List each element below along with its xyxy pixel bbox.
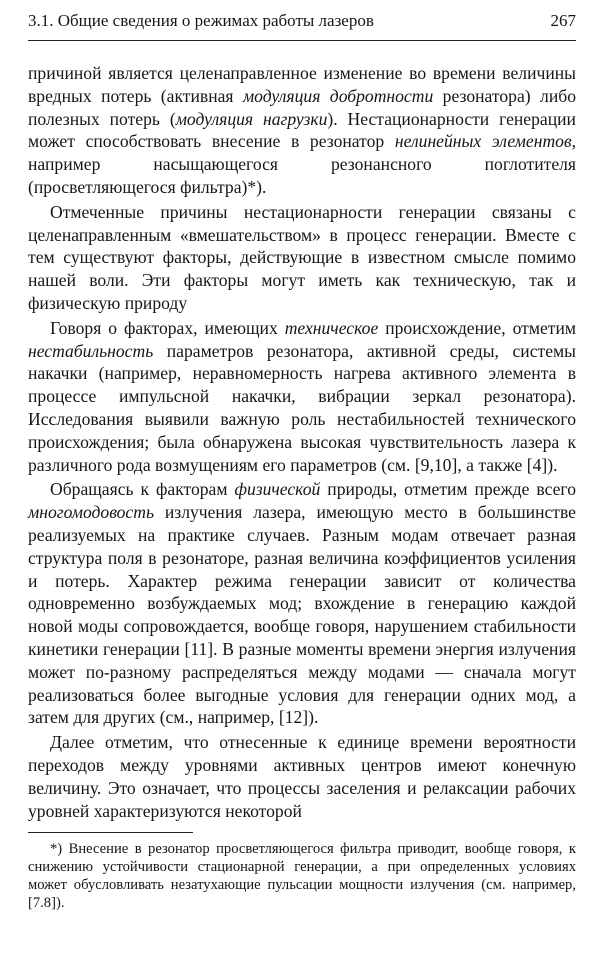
- paragraph-continued: [28, 62, 576, 199]
- text-run: ). Нестационарности генерации может способствовать внесение в резонатор: [28, 108, 576, 152]
- header-rule: [28, 40, 576, 41]
- page-number: 267: [550, 11, 576, 30]
- text-run: причиной является целенаправленное изменение во времени величины вредных потерь (активная: [28, 63, 576, 106]
- text-run: , например насыщающегося резонансного поглотителя (просветляющегося фильтра)*).: [28, 131, 576, 197]
- text-run: резонатора) либо полезных потерь (: [28, 85, 576, 129]
- text-run: Обращаясь к факторам: [50, 479, 235, 500]
- paragraph: [28, 201, 576, 315]
- paragraph: [28, 731, 576, 822]
- italic-term: модуляция добротности: [242, 85, 434, 106]
- text-run: излучения лазера, имеющую место в большинстве реализуемых на практике случаев. Разным модам отвечает разная структура поля в резонаторе, разная величина коэффициентов усиления и потерь. Характер режима генерации зависит от количества одновременно возбуждаемых мод; вхождение в генерацию каждой новой моды сопровождается, вообще говоря, нарушением стабильности кинетики генерации [11]. В разные моменты времени энергия излучения может по-разному распределяться между модами — сначала могут реализоваться более выгодные условия для генерации одних мод, а затем для других (см., например, [12]).: [28, 502, 576, 728]
- text-run: Далее отметим, что отнесенные к единице времени вероятности переходов между уровнями активных центров имеют конечную величину. Это означает, что процессы заселения и релаксации рабочих уровней характеризуются некоторой: [28, 732, 576, 821]
- running-header: [28, 10, 576, 32]
- italic-term: физической: [234, 479, 321, 500]
- section-title: 3.1. Общие сведения о режимах работы лазеров: [28, 11, 374, 30]
- italic-term: нестабильность: [28, 340, 154, 361]
- footnote-text: Внесение в резонатор просветляющегося фильтра приводит, вообще говоря, к снижению устойчивости стационарной генерации, а при определенных условиях может обусловливать незатухающие пульсации мощности излучения (см. например, [7.8]).: [28, 841, 576, 911]
- text-run: природы, отметим прежде всего: [320, 479, 576, 500]
- text-run: Говоря о факторах, имеющих: [50, 317, 285, 338]
- main-text: [28, 62, 576, 822]
- footnote-marker: *): [50, 841, 63, 857]
- text-run: происхождение, отметим: [378, 317, 576, 338]
- paragraph: [28, 478, 576, 729]
- italic-term: многомодовость: [28, 502, 154, 523]
- footnote: [28, 840, 576, 912]
- italic-term: нелинейных элементов: [394, 131, 572, 152]
- italic-term: модуляция нагрузки: [175, 108, 328, 129]
- footnote-rule: [28, 832, 193, 833]
- italic-term: техническое: [284, 317, 379, 338]
- text-run: Отмеченные причины нестационарности генерации связаны с целенаправленным «вмешательством» в процесс генерации. Вместе с тем существуют факторы, действующие в известном смысле помимо нашей воли. Эти факторы могут иметь как техническую, так и физическую природу: [28, 201, 576, 313]
- paragraph: [28, 317, 576, 477]
- text-run: параметров резонатора, активной среды, системы накачки (например, неравномерность нагрева активного элемента в процессе импульсной накачки, вибрации зеркал резонатора). Исследования выявили важную роль нестабильностей технического происхождения; была обнаружена высокая чувствительность лазера к различного рода возмущениям его параметров (см. [9,10], а также [4]).: [28, 340, 576, 475]
